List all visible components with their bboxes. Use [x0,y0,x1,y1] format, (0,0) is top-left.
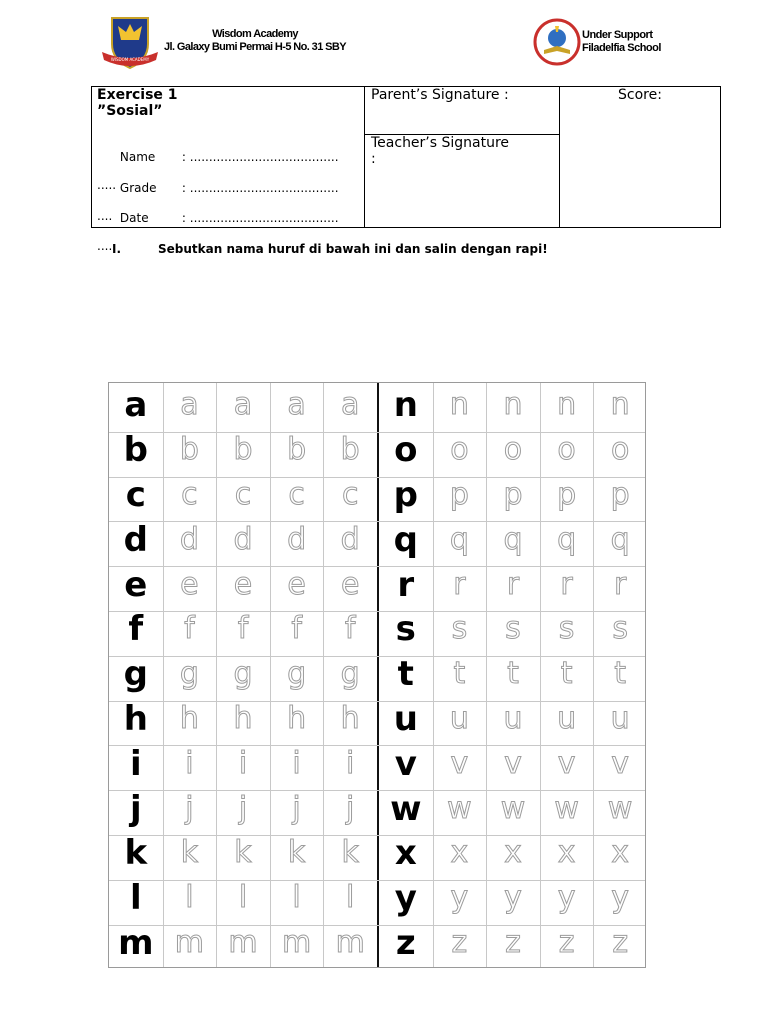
model-letter: g [123,654,148,695]
tracing-letter-cell[interactable] [216,517,270,562]
tracing-letter-cell[interactable] [270,831,324,876]
tracing-letter-cell[interactable] [433,831,487,876]
tracing-letter-cell[interactable] [323,876,377,921]
tracing-letter-cell[interactable] [216,831,270,876]
model-letter-cell [109,562,163,607]
exercise-heading [97,87,178,119]
tracing-letter-cell[interactable] [323,697,377,742]
model-letter-cell [109,517,163,562]
tracing-letter: z [505,924,521,960]
tracing-letter-cell[interactable] [323,383,377,428]
date-field[interactable] [97,197,359,281]
tracing-letter-cell[interactable] [163,383,217,428]
tracing-letter-cell[interactable] [540,607,594,652]
model-letter-cell [379,786,433,831]
model-letter-cell [109,876,163,921]
tracing-letter-cell[interactable] [593,786,647,831]
logo-ribbon-text: WISDOM ACADEMY [110,57,150,62]
tracing-letter: c [341,476,359,512]
tracing-letter-cell[interactable] [540,697,594,742]
tracing-letter: n [449,387,469,423]
tracing-letter-cell[interactable] [593,741,647,786]
tracing-letter: j [292,790,301,826]
model-letter-cell [379,921,433,966]
support-line-2: Filadelfia School [582,42,661,54]
model-letter-cell [379,562,433,607]
instruction-text: Sebutkan nama huruf di bawah ini dan salin dengan rapi! [158,242,548,256]
name-label: Name [119,150,156,164]
model-letter-cell [379,428,433,473]
tracing-letter: x [504,835,522,871]
model-letter: t [397,654,414,695]
tracing-letter-cell[interactable] [433,786,487,831]
name-dots: : ....................................... [181,150,339,164]
school-address: Jl. Galaxy Bumi Permai H-5 No. 31 SBY [164,41,346,53]
tracing-letter: q [557,521,577,557]
tracing-letter-cell[interactable] [486,652,540,697]
tracing-letter-cell[interactable] [163,697,217,742]
tracing-letter-cell[interactable] [593,697,647,742]
tracing-letter: q [503,521,523,557]
tracing-letter: k [287,835,306,871]
parent-signature-cell[interactable] [364,87,560,135]
tracing-letter: z [451,924,468,960]
tracing-letter-cell[interactable] [540,921,594,966]
tracing-letter: r [453,566,466,602]
tracing-letter: y [557,880,576,916]
tracing-letter-cell[interactable] [593,473,647,518]
tracing-letter: j [346,790,355,826]
tracing-letter: o [450,432,469,468]
tracing-letter: o [503,432,523,468]
tracing-letter-cell[interactable] [323,517,377,562]
tracing-letter-cell[interactable] [486,473,540,518]
tracing-letter: a [180,387,199,423]
tracing-letter-cell[interactable] [216,741,270,786]
tracing-letter-cell[interactable] [163,831,217,876]
tracing-letter: w [447,790,472,826]
school-name: Wisdom Academy [212,28,298,40]
tracing-letter: a [340,387,360,423]
tracing-letter-cell[interactable] [216,428,270,473]
model-letter: p [393,474,418,515]
tracing-letter-cell[interactable] [433,473,487,518]
tracing-letter-cell[interactable] [270,473,324,518]
student-details-cell [92,87,365,253]
tracing-letter: m [174,924,204,960]
tracing-letter-cell[interactable] [163,786,217,831]
tracing-letter: e [233,566,253,602]
tracing-letter: s [558,611,575,647]
tracing-letter-cell[interactable] [216,786,270,831]
tracing-letter: i [185,745,194,781]
model-letter: z [395,922,416,963]
model-letter: j [129,788,142,829]
tracing-letter: i [292,745,301,781]
tracing-letter-cell[interactable] [270,428,324,473]
tracing-letter: t [507,656,519,692]
model-letter: h [123,698,148,739]
model-letter-cell [379,876,433,921]
tracing-letter-cell[interactable] [486,607,540,652]
tracing-letter-cell[interactable] [486,741,540,786]
filadelfia-school-logo [533,18,581,66]
model-letter: a [124,385,148,426]
tracing-letter: g [287,656,307,692]
tracing-letter-cell[interactable] [433,428,487,473]
tracing-letter: a [233,387,253,423]
model-letter: r [397,564,415,605]
model-letter: x [394,833,417,874]
tracing-letter-cell[interactable] [163,652,217,697]
model-letter: v [394,743,417,784]
date-dots: : ....................................... [181,211,339,225]
tracing-letter-cell[interactable] [163,741,217,786]
model-letter: d [123,519,148,560]
model-letter-cell [379,473,433,518]
tracing-letter: c [288,476,305,512]
model-letter: l [129,878,142,919]
tracing-letter-cell[interactable] [270,562,324,607]
model-letter: y [394,878,417,919]
tracing-letter: d [340,521,360,557]
wisdom-academy-logo [98,14,162,72]
tracing-letter: u [610,700,630,736]
model-letter: o [394,430,418,471]
tracing-letter: z [612,924,629,960]
tracing-letter: y [450,880,469,916]
tracing-letter-cell[interactable] [486,428,540,473]
tracing-letter-cell[interactable] [540,473,594,518]
tracing-letter-cell[interactable] [540,383,594,428]
tracing-letter-cell[interactable] [216,562,270,607]
tracing-letter: o [611,432,630,468]
model-letter-cell [109,652,163,697]
tracing-letter: m [281,924,312,960]
tracing-letter-cell[interactable] [323,786,377,831]
tracing-letter: k [341,835,359,871]
tracing-letter: v [504,745,522,781]
tracing-letter: z [558,924,575,960]
tracing-letter-cell[interactable] [323,741,377,786]
tracing-letter: f [291,611,302,647]
model-letter-cell [379,697,433,742]
tracing-letter-cell[interactable] [216,473,270,518]
tracing-letter: n [610,387,630,423]
tracing-letter-cell[interactable] [433,607,487,652]
tracing-letter: k [234,835,252,871]
grade-dots: : ....................................... [181,181,339,195]
tracing-letter: j [238,790,248,826]
tracing-letter-cell[interactable] [216,921,270,966]
tracing-letter-cell[interactable] [486,921,540,966]
tracing-letter: x [557,835,576,871]
tracing-letter: b [340,432,360,468]
model-letter: c [125,474,146,515]
tracing-letter-cell[interactable] [593,562,647,607]
tracing-letter-cell[interactable] [593,652,647,697]
date-dots-tail: .... [97,239,113,253]
tracing-letter: b [287,432,307,468]
exercise-subject: ”Sosial” [97,103,163,119]
model-letter: f [128,609,144,650]
school-header [160,28,350,54]
tracing-letter-cell[interactable] [593,876,647,921]
tracing-letter-cell[interactable] [593,831,647,876]
model-letter-cell [109,383,163,428]
tracing-letter-cell[interactable] [540,741,594,786]
tracing-letter-cell[interactable] [323,652,377,697]
tracing-letter-cell[interactable] [216,383,270,428]
tracing-letter-cell[interactable] [540,517,594,562]
model-letter-cell [109,741,163,786]
tracing-letter: j [185,790,194,826]
tracing-letter-cell[interactable] [216,607,270,652]
model-letter-cell [109,831,163,876]
tracing-letter: m [228,924,258,960]
model-letter-cell [109,786,163,831]
tracing-letter: v [611,745,630,781]
tracing-letter-cell[interactable] [433,652,487,697]
tracing-letter: v [557,745,576,781]
tracing-letter-cell[interactable] [540,786,594,831]
model-letter: s [395,609,416,650]
tracing-letter: c [181,476,198,512]
tracing-letter: d [233,521,253,557]
tracing-letter: b [233,432,253,468]
tracing-letter: g [340,656,360,692]
tracing-letter: s [612,611,628,647]
teacher-signature-colon: : [371,151,376,167]
tracing-letter-cell[interactable] [270,383,324,428]
parent-signature-label: Parent’s Signature : [371,87,509,103]
tracing-letter: s [451,611,468,647]
tracing-letter: w [500,790,526,826]
tracing-letter-cell[interactable] [593,428,647,473]
tracing-letter-cell[interactable] [270,697,324,742]
tracing-letter: h [340,700,360,736]
tracing-letter: p [610,476,630,512]
tracing-letter: c [234,476,252,512]
tracing-letter: x [611,835,630,871]
tracing-letter: g [233,656,253,692]
tracing-letter-cell[interactable] [270,876,324,921]
tracing-letter: l [292,880,301,916]
tracing-letter-cell[interactable] [433,741,487,786]
model-letter-cell [379,652,433,697]
tracing-letter: r [560,566,573,602]
model-letter-cell [379,831,433,876]
score-cell[interactable] [560,87,720,227]
tracing-letter: e [287,566,306,602]
tracing-letter: u [557,700,577,736]
tracing-letter: a [287,387,306,423]
tracing-letter-cell[interactable] [323,562,377,607]
tracing-letter: r [506,566,520,602]
support-line-1: Under Support [582,29,653,41]
tracing-letter: n [557,387,577,423]
tracing-letter: m [335,924,365,960]
tracing-letter-cell[interactable] [270,607,324,652]
tracing-letter-cell[interactable] [486,517,540,562]
tracing-letter: k [180,835,199,871]
tracing-letter: f [184,611,195,647]
tracing-letter-cell[interactable] [486,786,540,831]
model-letter: q [393,519,418,560]
model-letter-cell [109,473,163,518]
tracing-letter-cell[interactable] [323,831,377,876]
tracing-letter-cell[interactable] [486,831,540,876]
tracing-letter: r [614,566,627,602]
tracing-letter-cell[interactable] [433,697,487,742]
tracing-letter: v [450,745,469,781]
tracing-letter-cell[interactable] [593,383,647,428]
tracing-letter-cell[interactable] [216,876,270,921]
model-letter: e [124,564,148,605]
exercise-title: Exercise 1 [97,87,178,103]
tracing-letter-cell[interactable] [486,697,540,742]
tracing-letter: g [179,656,199,692]
tracing-letter-cell[interactable] [593,517,647,562]
tracing-letter-cell[interactable] [163,921,217,966]
model-letter: i [129,743,142,784]
tracing-letter: d [287,521,307,557]
model-letter-cell [109,697,163,742]
tracing-letter-cell[interactable] [270,786,324,831]
tracing-letter-cell[interactable] [270,921,324,966]
grade-label: Grade [119,181,157,195]
tracing-letter-cell[interactable] [216,652,270,697]
model-letter-cell [109,921,163,966]
tracing-letter: d [179,521,199,557]
model-letter: w [390,788,422,829]
tracing-letter-cell[interactable] [163,517,217,562]
tracing-letter-cell[interactable] [486,383,540,428]
tracing-letter-cell[interactable] [433,517,487,562]
model-letter: n [393,385,418,426]
score-label: Score: [618,87,662,103]
support-text [582,29,661,55]
tracing-letter: q [610,521,630,557]
tracing-letter: i [238,745,248,781]
tracing-letter-cell[interactable] [270,517,324,562]
tracing-letter-cell[interactable] [593,921,647,966]
model-letter: u [393,698,418,739]
tracing-letter-cell[interactable] [270,652,324,697]
tracing-letter: w [554,790,579,826]
tracing-letter: b [179,432,199,468]
tracing-letter: x [450,835,469,871]
tracing-letter: p [557,476,577,512]
tracing-letter: h [287,700,307,736]
tracing-letter-cell[interactable] [270,741,324,786]
tracing-letter: f [237,611,249,647]
tracing-letter-cell[interactable] [323,428,377,473]
tracing-letter-cell[interactable] [163,876,217,921]
tracing-letter: h [233,700,253,736]
model-letter-cell [109,428,163,473]
tracing-letter-cell[interactable] [540,831,594,876]
tracing-letter: t [614,656,627,692]
tracing-letter: y [504,880,522,916]
tracing-letter: w [607,790,633,826]
tracing-letter-cell[interactable] [323,473,377,518]
teacher-signature-text: Teacher’s Signature [371,135,510,151]
teacher-signature-label [371,135,509,167]
tracing-letter: o [557,432,576,468]
letter-tracing-grid [108,382,646,968]
tracing-letter-cell[interactable] [433,921,487,966]
tracing-letter-cell[interactable] [163,562,217,607]
model-letter: m [118,922,154,963]
tracing-letter: h [179,700,199,736]
date-label: Date [119,211,149,225]
tracing-letter-cell[interactable] [323,607,377,652]
tracing-letter: e [340,566,360,602]
tracing-letter: s [505,611,521,647]
tracing-letter-cell[interactable] [593,607,647,652]
name-dots-tail: ..... [97,178,117,192]
tracing-letter-cell[interactable] [540,652,594,697]
tracing-letter: u [449,700,469,736]
model-letter: k [124,833,148,874]
tracing-letter: u [503,700,523,736]
tracing-letter: l [185,880,194,916]
tracing-letter-cell[interactable] [433,562,487,607]
tracing-letter: e [180,566,199,602]
model-letter-cell [379,383,433,428]
tracing-letter: t [560,656,573,692]
tracing-letter-cell[interactable] [323,921,377,966]
tracing-letter: l [346,880,355,916]
tracing-letter: n [503,387,523,423]
model-letter: b [123,430,148,471]
tracing-letter-cell[interactable] [433,876,487,921]
tracing-letter-cell[interactable] [433,383,487,428]
tracing-letter-cell[interactable] [486,562,540,607]
tracing-letter-cell[interactable] [163,607,217,652]
tracing-letter-cell[interactable] [486,876,540,921]
tracing-letter: t [453,656,466,692]
tracing-letter-cell[interactable] [216,697,270,742]
tracing-letter-cell[interactable] [163,428,217,473]
tracing-letter-cell[interactable] [540,562,594,607]
tracing-letter-cell[interactable] [163,473,217,518]
tracing-letter: y [611,880,630,916]
tracing-letter: i [346,745,355,781]
tracing-letter: f [344,611,356,647]
grade-dots-tail: .... [97,209,113,223]
tracing-letter: q [449,521,469,557]
teacher-signature-cell[interactable] [364,135,560,227]
tracing-letter: p [503,476,523,512]
tracing-letter: p [449,476,469,512]
tracing-letter-cell[interactable] [540,428,594,473]
instruction-number: I. [112,242,122,256]
model-letter-cell [379,517,433,562]
model-letter-cell [379,741,433,786]
model-letter-cell [379,607,433,652]
model-letter-cell [109,607,163,652]
tracing-letter: l [238,880,248,916]
tracing-letter-cell[interactable] [540,876,594,921]
